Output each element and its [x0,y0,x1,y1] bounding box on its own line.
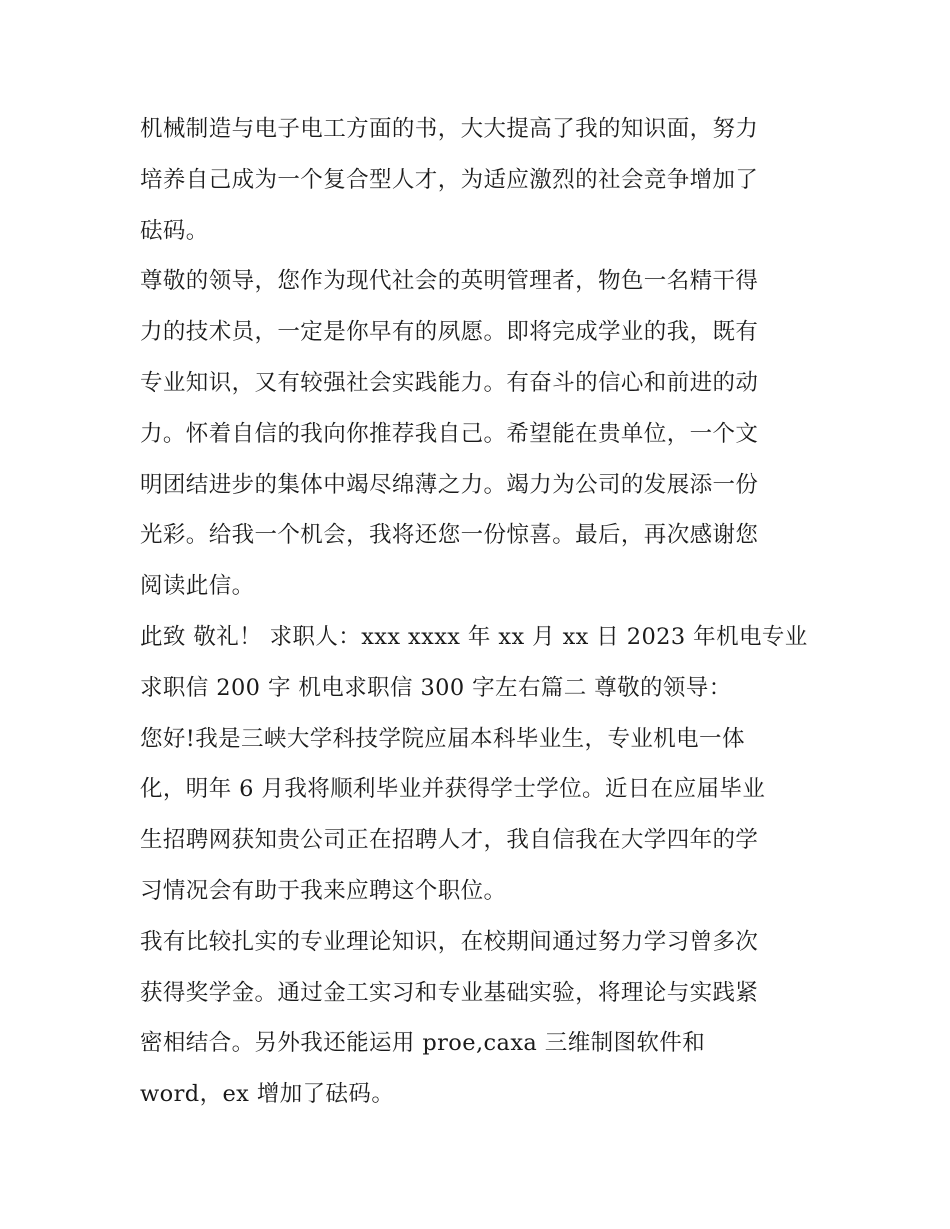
document-body [140,104,820,1120]
text-line: 获得奖学金。通过金工实习和专业基础实验，将理论与实践紧 [140,979,759,1006]
text-line: 尊敬的领导，您作为现代社会的英明管理者，物色一名精干得 [140,268,759,295]
text-line: 力。怀着自信的我向你推荐我自己。希望能在贵单位，一个文 [140,420,759,447]
text-line: 生招聘网获知贵公司正在招聘人才，我自信我在大学四年的学 [140,827,759,854]
text-line: 您好!我是三峡大学科技学院应届本科毕业生，专业机电一体 [140,725,745,752]
text-line: 砝码。 [140,217,209,244]
text-line: word，ex 增加了砝码。 [140,1081,395,1108]
text-line: 培养自己成为一个复合型人才，为适应激烈的社会竞争增加了 [140,166,759,193]
text-line: 光彩。给我一个机会，我将还您一份惊喜。最后，再次感谢您 [140,522,759,549]
text-line: 专业知识，又有较强社会实践能力。有奋斗的信心和前进的动 [140,369,759,396]
text-line: 化，明年 6 月我将顺利毕业并获得学士学位。近日在应届毕业 [140,776,766,803]
text-line: 阅读此信。 [140,573,255,600]
text-line: 求职信 200 字 机电求职信 300 字左右篇二 尊敬的领导： [140,674,732,701]
text-line: 机械制造与电子电工方面的书，大大提高了我的知识面，努力 [140,116,759,142]
text-line: 我有比较扎实的专业理论知识，在校期间通过努力学习曾多次 [140,928,759,955]
text-line: 力的技术员，一定是你早有的夙愿。即将完成学业的我，既有 [140,319,759,346]
text-line: 明团结进步的集体中竭尽绵薄之力。竭力为公司的发展添一份 [140,471,759,498]
text-line: 此致 敬礼！ 求职人：xxx xxxx 年 xx 月 xx 日 2023 年机电专业 [140,623,808,650]
text-line: 密相结合。另外我还能运用 proe,caxa 三维制图软件和 [140,1030,706,1057]
text-line: 习情况会有助于我来应聘这个职位。 [140,877,507,904]
